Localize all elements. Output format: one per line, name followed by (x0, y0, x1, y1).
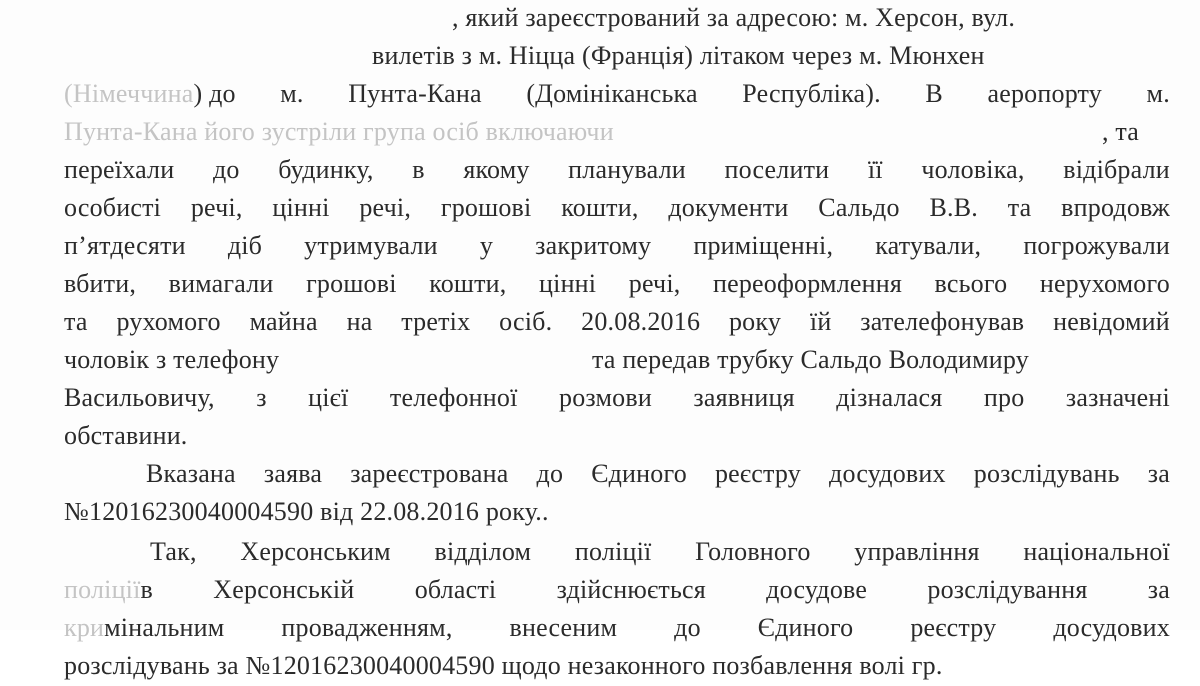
justified-line (64, 570, 1170, 610)
text-word: внесеним (509, 613, 618, 642)
text-word: діб (227, 231, 263, 260)
text-word: переоформлення (713, 269, 903, 298)
text-word: рухомого (116, 307, 221, 336)
faded-text: поліції (64, 575, 141, 604)
text-word: грошові (306, 269, 397, 298)
text-word: зазначені (1065, 383, 1170, 412)
text-word: третіх (401, 307, 471, 336)
text-word: (Домініканська (526, 79, 698, 108)
text-segment: , та (1102, 117, 1140, 146)
text-segment: розслідувань за №12016230040004590 щодо незаконного позбавлення волі гр. (64, 651, 943, 680)
text-word: погрожували (1023, 231, 1170, 260)
text-word: здійснюється (556, 575, 706, 604)
text-word: національної (1023, 537, 1170, 566)
text-word: речі, (190, 193, 243, 222)
text-word: Єдиного (757, 613, 854, 642)
text-word: аеропорту (987, 79, 1102, 108)
text-word: дізналася (836, 383, 943, 412)
justified-line (64, 226, 1170, 266)
text-word: майна (249, 307, 318, 336)
text-word: досудове (766, 575, 868, 604)
text-word: заява (263, 459, 323, 488)
text-word: п’ятдесяти (64, 231, 186, 260)
text-word: якому (463, 155, 530, 184)
text-segment: , який зареєстрований за адресою: м. Херсон, вул. (452, 3, 1016, 32)
text-word: розслідувань (973, 459, 1120, 488)
justified-line (64, 378, 1170, 418)
text-word: вимагали (168, 269, 274, 298)
text-word: відібрали (1063, 155, 1170, 184)
justified-line (64, 264, 1170, 304)
text-word (64, 570, 153, 610)
justified-line (64, 302, 1170, 342)
text-word: реєстру (714, 459, 801, 488)
text-word: Пунта-Кана (348, 79, 482, 108)
text-word: Головного (695, 537, 811, 566)
text-segment: №12016230040004590 від 22.08.2016 року.. (64, 497, 549, 526)
text-word: Так, (150, 537, 197, 566)
text-word: планували (568, 155, 686, 184)
text-fragment: ) до (193, 79, 236, 108)
text-word: особисті (64, 193, 162, 222)
text-word: за (1147, 575, 1170, 604)
text-word: розслідування (927, 575, 1088, 604)
text-word: речі, (359, 193, 412, 222)
text-word: кошти, (429, 269, 507, 298)
text-word: до (536, 459, 564, 488)
text-word: про (983, 383, 1025, 412)
text-word: поліції (574, 537, 652, 566)
text-word: катували, (875, 231, 982, 260)
text-fragment: мінальним (104, 613, 225, 642)
justified-line (64, 150, 1170, 190)
text-word: провадженням, (281, 613, 453, 642)
text-word: м. (280, 79, 304, 108)
text-word: грошові (440, 193, 532, 222)
text-segment: чоловік з телефону (64, 345, 280, 374)
text-segment: вилетів з м. Ніцца (Франція) літаком через м. Мюнхен (372, 41, 985, 70)
text-word: Васильовичу, (64, 383, 215, 412)
text-word: утримували (304, 231, 438, 260)
text-word: області (414, 575, 497, 604)
text-word: заявниця (693, 383, 795, 412)
text-word: на (346, 307, 373, 336)
text-fragment: в (140, 575, 154, 604)
text-word: речі, (628, 269, 681, 298)
text-word: зареєстрована (350, 459, 509, 488)
text-word: до (212, 155, 240, 184)
text-word: її (867, 155, 883, 184)
text-word: у (479, 231, 494, 260)
text-word: осіб. (499, 307, 553, 336)
text-segment: обставини. (64, 421, 188, 450)
text-word: м. (1146, 79, 1170, 108)
text-word: з (256, 383, 267, 412)
text-word: невідомий (1053, 307, 1170, 336)
text-word: за (1147, 459, 1170, 488)
text-word: Сальдо (818, 193, 900, 222)
justified-line (64, 188, 1170, 228)
text-word: поселити (724, 155, 830, 184)
text-word: Вказана (146, 459, 236, 488)
text-word: до (674, 613, 701, 642)
justified-line (64, 608, 1170, 648)
faded-text: кри (64, 613, 105, 642)
text-word: закритому (535, 231, 652, 260)
text-word: телефонної (389, 383, 518, 412)
text-word: та (1007, 193, 1032, 222)
justified-line (150, 532, 1170, 572)
text-word: впродовж (1061, 193, 1170, 222)
text-word: Республіка). (742, 79, 881, 108)
text-word: та (64, 307, 88, 336)
text-word: цінні (539, 269, 597, 298)
text-word: їй (809, 307, 832, 336)
text-word: вбити, (64, 269, 137, 298)
justified-line (146, 454, 1170, 494)
text-word: 20.08.2016 (581, 307, 701, 336)
text-word: розмови (559, 383, 652, 412)
text-word: реєстру (910, 613, 997, 642)
text-word: Херсонській (213, 575, 355, 604)
justified-line (64, 74, 1170, 114)
text-word: будинку, (278, 155, 374, 184)
text-word: документи (668, 193, 789, 222)
text-word: цієї (308, 383, 349, 412)
text-word: Єдиного (591, 459, 687, 488)
text-segment: Пунта-Кана його зустріли група осіб включаючи (64, 117, 614, 146)
text-word: року (728, 307, 782, 336)
text-word: В.В. (929, 193, 978, 222)
text-word (64, 608, 224, 648)
text-word (64, 74, 236, 114)
text-word: чоловіка, (921, 155, 1025, 184)
text-word: кошти, (561, 193, 639, 222)
text-word: переїхали (64, 155, 175, 184)
text-word: Херсонським (240, 537, 391, 566)
text-word: нерухомого (1039, 269, 1170, 298)
text-word: приміщенні, (693, 231, 834, 260)
text-word: досудових (829, 459, 946, 488)
text-word: в (412, 155, 425, 184)
text-word: цінні (272, 193, 330, 222)
text-word: досудових (1053, 613, 1170, 642)
text-segment: та передав трубку Сальдо Володимиру (592, 345, 1029, 374)
text-word: всього (934, 269, 1008, 298)
text-word: відділом (434, 537, 532, 566)
text-word: В (925, 79, 943, 108)
faded-text: (Німеччина (64, 79, 194, 108)
text-word: зателефонував (860, 307, 1025, 336)
text-word: управління (854, 537, 980, 566)
